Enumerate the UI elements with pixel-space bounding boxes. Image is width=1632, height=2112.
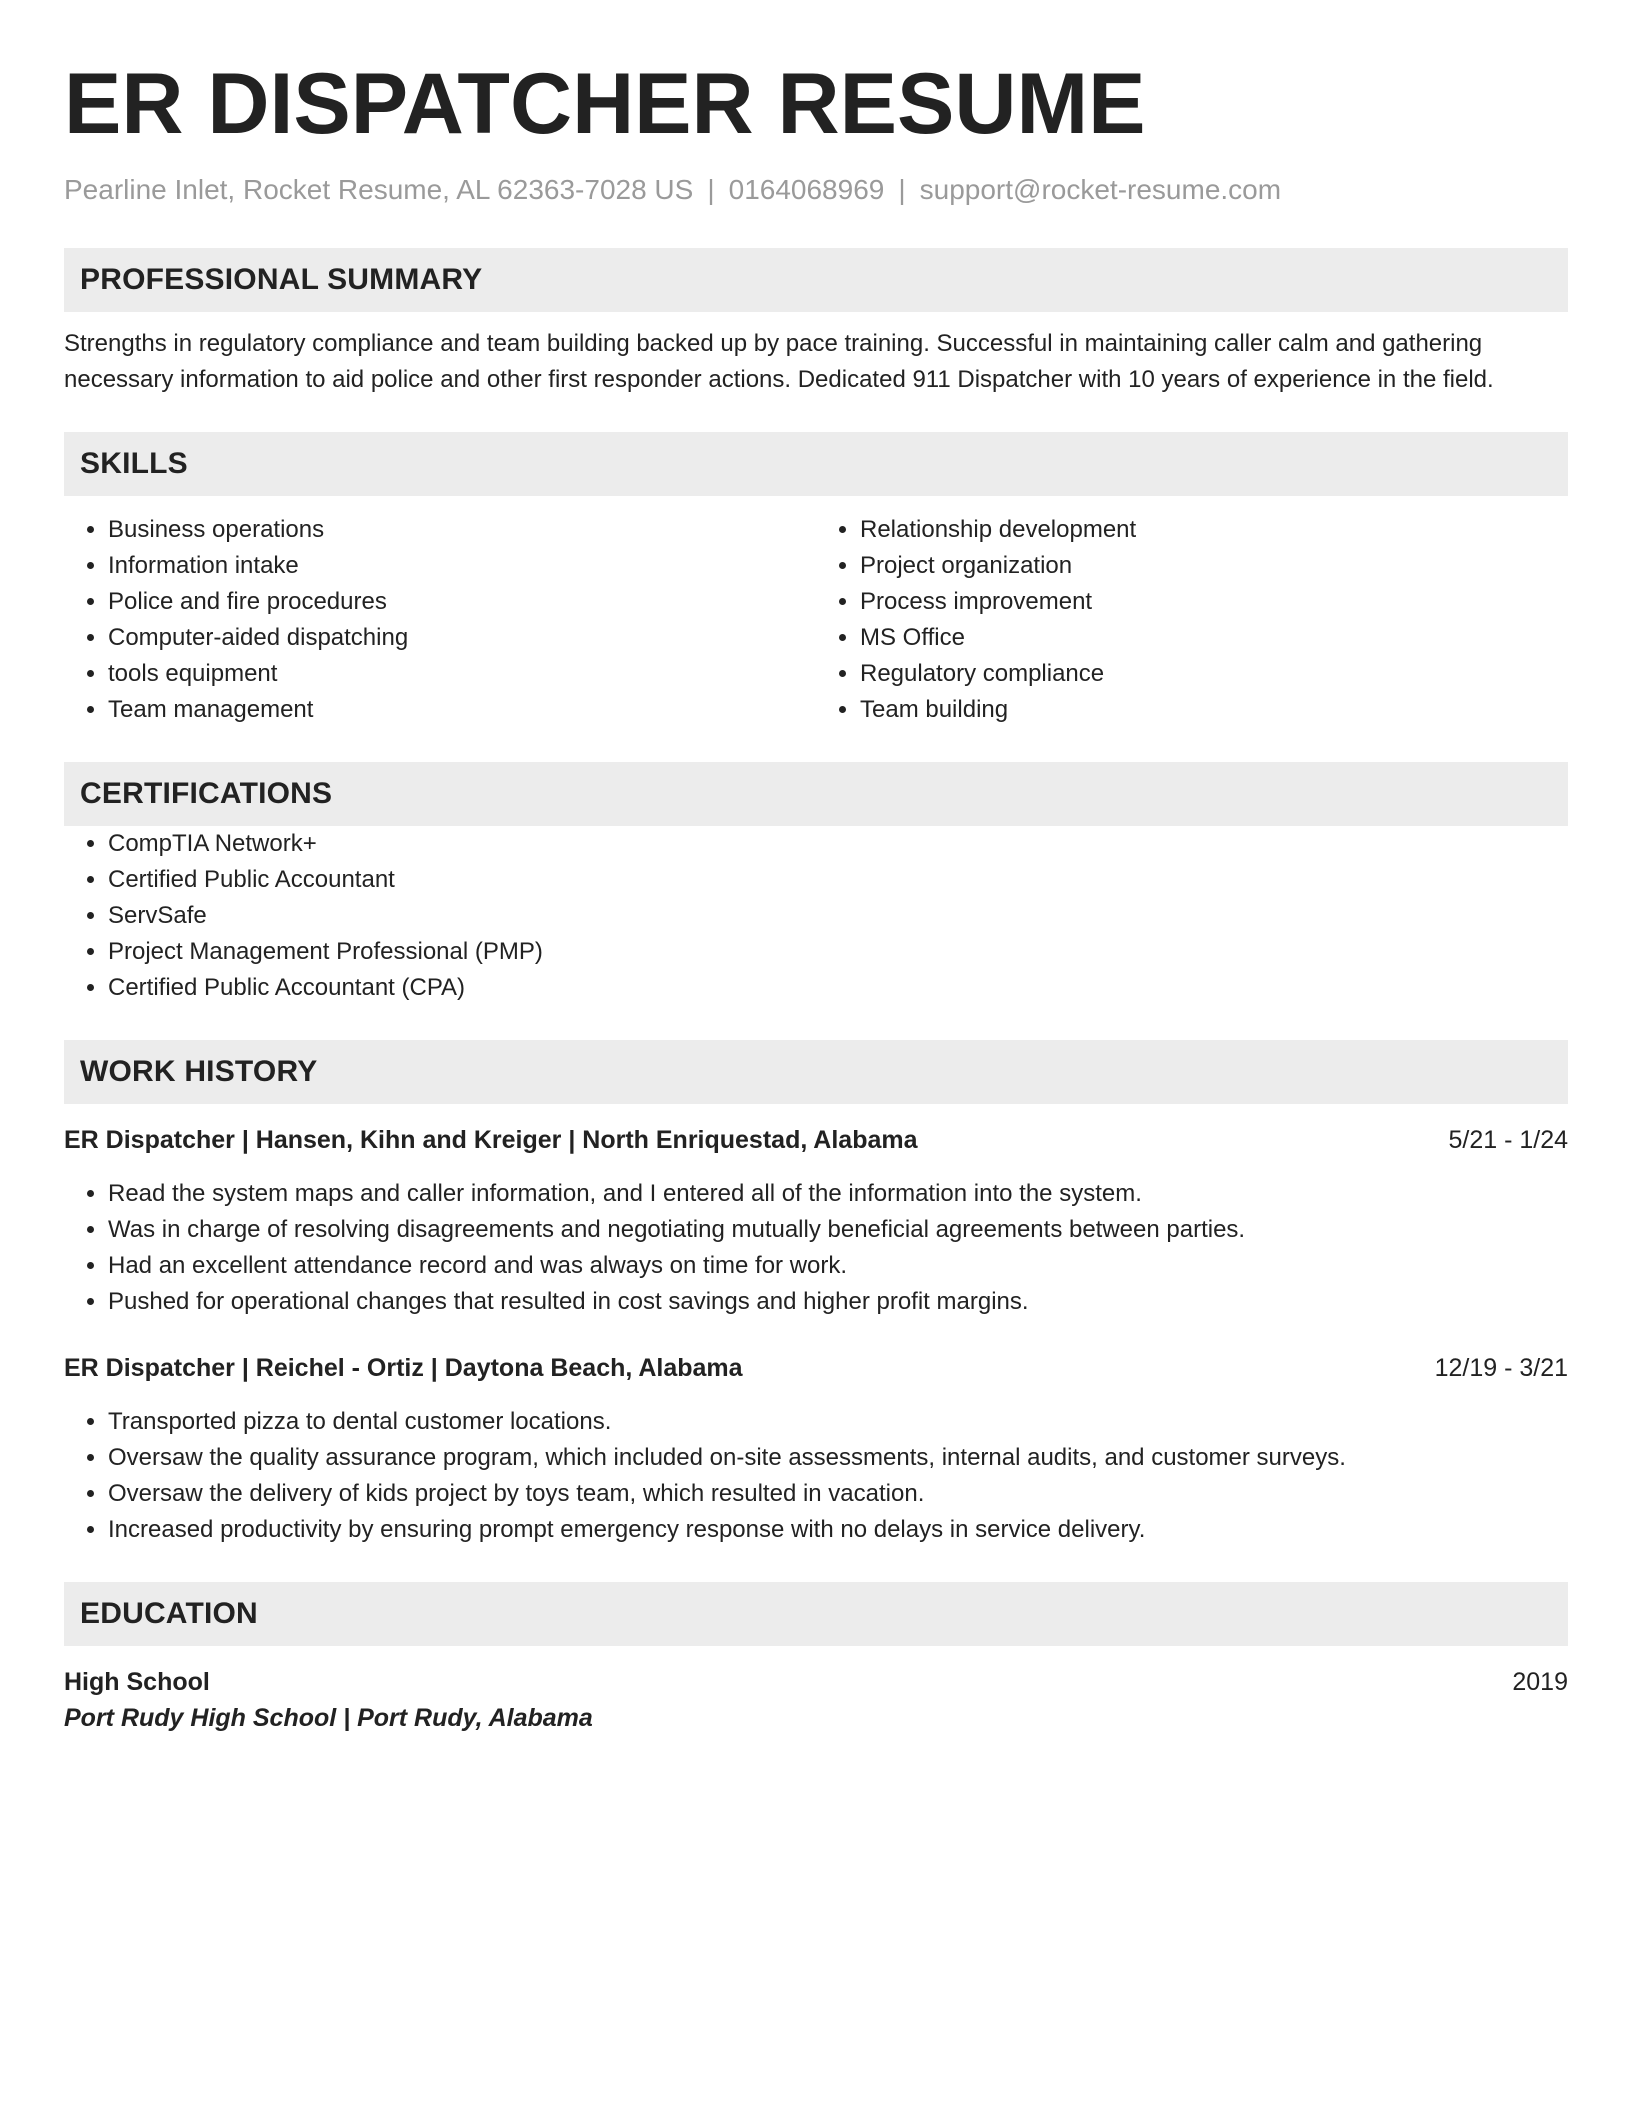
education-header [64,1664,1568,1700]
job-bullet: • Oversaw the delivery of kids project by toys team, which resulted in vacation. [108,1476,1568,1512]
certification-item: • CompTIA Network+ [108,826,1568,862]
education-degree: High School [64,1668,210,1696]
summary-heading: PROFESSIONAL SUMMARY [64,248,1568,312]
education-section [64,1582,1568,1736]
job-bullets [64,1176,1568,1320]
certification-item: • ServSafe [108,898,1568,934]
skills-list-right [816,512,1568,728]
skills-list-left [64,512,816,728]
certifications-heading: CERTIFICATIONS [64,762,1568,826]
skill-item: • Police and fire procedures [108,584,816,620]
job-title: ER Dispatcher | Reichel - Ortiz | Daytona Beach, Alabama [64,1354,743,1382]
job-entry [64,1350,1568,1548]
summary-text: Strengths in regulatory compliance and team building backed up by pace training. Successful in maintaining caller calm and gathering necessary information to aid police and other first responder actions. Dedicated 911 Dispatcher with 10 years of experience in the field. [64,330,1494,393]
education-entry [64,1664,1568,1736]
skill-item: • Team management [108,692,816,728]
job-bullets [64,1404,1568,1548]
skill-item: • Regulatory compliance [860,656,1568,692]
certification-item: • Project Management Professional (PMP) [108,934,1568,970]
job-bullet: • Read the system maps and caller information, and I entered all of the information into the system. [108,1176,1568,1212]
certification-item: • Certified Public Accountant (CPA) [108,970,1568,1006]
education-school: Port Rudy High School | Port Rudy, Alabama [64,1704,593,1732]
skills-section [64,432,1568,728]
contact-separator: | [898,174,906,205]
job-bullet: • Pushed for operational changes that resulted in cost savings and higher profit margins. [108,1284,1568,1320]
contact-email: support@rocket-resume.com [919,174,1282,205]
summary-section [64,248,1568,398]
job-title: ER Dispatcher | Hansen, Kihn and Kreiger | North Enriquestad, Alabama [64,1126,918,1154]
skills-heading: SKILLS [64,432,1568,496]
job-header [64,1122,1568,1158]
work-history-heading: WORK HISTORY [64,1040,1568,1104]
contact-phone: 0164068969 [728,174,885,205]
skill-item: • MS Office [860,620,1568,656]
work-history-section [64,1040,1568,1548]
job-bullet: • Transported pizza to dental customer locations. [108,1404,1568,1440]
skill-item: • Relationship development [860,512,1568,548]
job-entry [64,1122,1568,1320]
skill-item: • Computer-aided dispatching [108,620,816,656]
skill-item: • Team building [860,692,1568,728]
job-header [64,1350,1568,1386]
certifications-list [64,826,1568,1006]
skill-item: • Process improvement [860,584,1568,620]
job-dates: 5/21 - 1/24 [1448,1126,1568,1154]
job-dates: 12/19 - 3/21 [1434,1354,1568,1382]
education-year: 2019 [1512,1668,1568,1696]
job-bullet: • Increased productivity by ensuring prompt emergency response with no delays in service delivery. [108,1512,1568,1548]
skills-column-left [64,512,816,728]
job-bullet: • Oversaw the quality assurance program, which included on-site assessments, internal audits, and customer surveys. [108,1440,1568,1476]
contact-address: Pearline Inlet, Rocket Resume, AL 62363-7028 US [64,174,694,205]
skill-item: • Project organization [860,548,1568,584]
skill-item: • tools equipment [108,656,816,692]
skill-item: • Information intake [108,548,816,584]
contact-line [64,170,1568,210]
contact-separator: | [707,174,715,205]
job-bullet: • Had an excellent attendance record and was always on time for work. [108,1248,1568,1284]
job-bullet: • Was in charge of resolving disagreements and negotiating mutually beneficial agreements between parties. [108,1212,1568,1248]
skills-grid [64,512,1568,728]
certification-item: • Certified Public Accountant [108,862,1568,898]
certifications-section [64,762,1568,1006]
skills-column-right [816,512,1568,728]
education-heading: EDUCATION [64,1582,1568,1646]
skill-item: • Business operations [108,512,816,548]
resume-title: ER DISPATCHER RESUME [64,56,1146,152]
